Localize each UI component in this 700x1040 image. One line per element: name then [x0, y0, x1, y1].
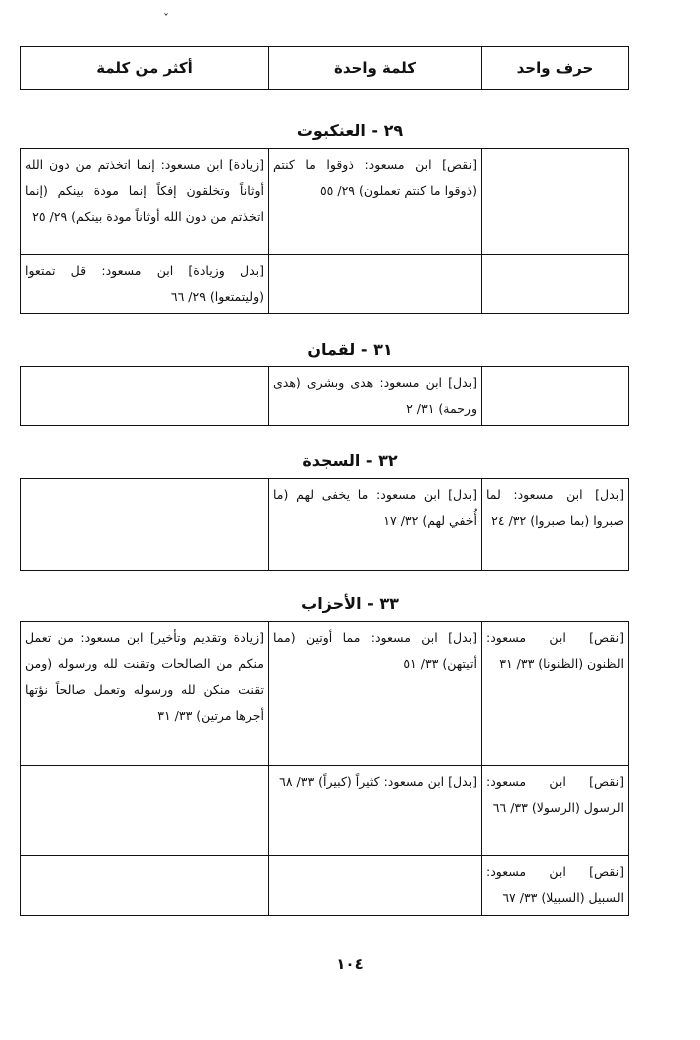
cell-word — [269, 856, 482, 916]
scan-mark: ˇ — [163, 12, 169, 26]
cell-word — [269, 255, 482, 314]
section-table — [20, 366, 629, 426]
cell-more: [زيادة وتقديم وتأخير] ابن مسعود: من تعمل منكم من الصالحات وتقنت لله ورسوله (ومن تقنت منكن لله ورسوله وتعمل صالحاً نؤتها أجرها مرتين) ٣٣/ ٣١ — [21, 622, 269, 766]
section-table — [20, 148, 629, 314]
cell-more — [21, 479, 269, 571]
cell-word: [بدل] ابن مسعود: مما أوتين (مما أتيتهن) ٣٣/ ٥١ — [269, 622, 482, 766]
cell-word: [بدل] ابن مسعود: ما يخفى لهم (ما أُخفي لهم) ٣٢/ ١٧ — [269, 479, 482, 571]
cell-more — [21, 766, 269, 856]
section-title: ٢٩ - العنكبوت — [296, 121, 404, 140]
table-row — [21, 622, 629, 766]
section-table — [20, 621, 629, 916]
column-header-table — [20, 46, 629, 90]
cell-letter: [نقص] ابن مسعود: الظنون (الظنونا) ٣٣/ ٣١ — [482, 622, 629, 766]
page-number: ١٠٤ — [336, 955, 364, 973]
cell-letter: [نقص] ابن مسعود: الرسول (الرسولا) ٣٣/ ٦٦ — [482, 766, 629, 856]
table-row — [21, 149, 629, 255]
cell-letter: [نقص] ابن مسعود: السبيل (السبيلا) ٣٣/ ٦٧ — [482, 856, 629, 916]
cell-more — [21, 367, 269, 426]
section-title: ٣٢ - السجدة — [302, 451, 398, 470]
cell-letter: [بدل] ابن مسعود: لما صبروا (بما صبروا) ٣٢/ ٢٤ — [482, 479, 629, 571]
cell-word: [نقص] ابن مسعود: ذوقوا ما كنتم (ذوقوا ما كنتم تعملون) ٢٩/ ٥٥ — [269, 149, 482, 255]
header-one-letter: حرف واحد — [482, 47, 629, 90]
table-row — [21, 766, 629, 856]
cell-word: [بدل] ابن مسعود: كثيراً (كبيراً) ٣٣/ ٦٨ — [269, 766, 482, 856]
cell-word: [بدل] ابن مسعود: هدى وبشرى (هدى ورحمة) ٣١/ ٢ — [269, 367, 482, 426]
table-row — [21, 479, 629, 571]
cell-letter — [482, 367, 629, 426]
table-row — [21, 367, 629, 426]
table-row — [21, 255, 629, 314]
cell-more: [بدل وزيادة] ابن مسعود: قل تمتعوا (وليتمتعوا) ٢٩/ ٦٦ — [21, 255, 269, 314]
table-row — [21, 856, 629, 916]
cell-letter — [482, 149, 629, 255]
cell-more: [زيادة] ابن مسعود: إنما اتخذتم من دون الله أوثاناً وتخلقون إفكاً إنما مودة بينكم (إنما اتخذتم من دون الله أوثاناً مودة بينكم) ٢٩/ ٢٥ — [21, 149, 269, 255]
cell-more — [21, 856, 269, 916]
header-one-word: كلمة واحدة — [269, 47, 482, 90]
section-table — [20, 478, 629, 571]
cell-letter — [482, 255, 629, 314]
section-title: ٣٣ - الأحزاب — [301, 594, 399, 613]
section-title: ٣١ - لقمان — [307, 340, 393, 359]
header-more-words: أكثر من كلمة — [21, 47, 269, 90]
